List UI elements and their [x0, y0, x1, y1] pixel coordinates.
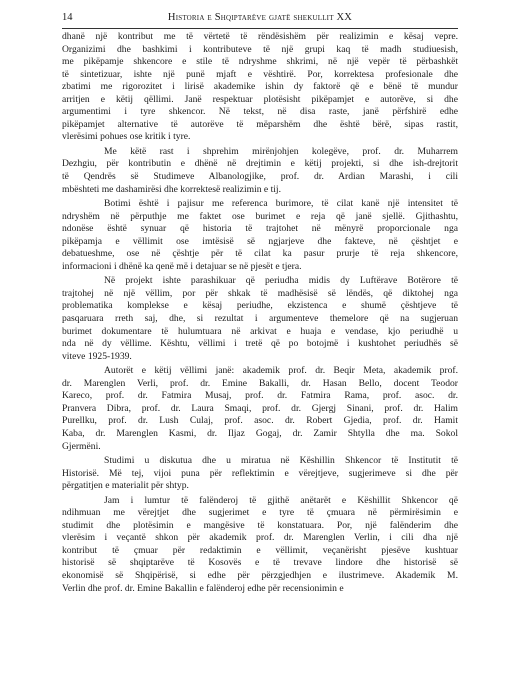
body-text: [62, 31, 458, 597]
text-line: Në projekt ishte parashikuar që periudha midis dy Luftërave Botërore të: [104, 275, 458, 287]
text-line: ekonomisë së Shqipërisë, si edhe për përzgjedhjen e ilustrimeve. Akademik M.: [62, 569, 458, 581]
text-line: Studimi u diskutua dhe u miratua në Këshillin Shkencor të Institutit të: [104, 455, 458, 467]
text-line: argumentimi i tyre shkencor. Në tekst, në disa raste, janë përfshirë edhe: [62, 106, 458, 118]
text-line: nda në dy vëllime. Kështu, vëllimi i tretë që po botojmë i kushtohet periudhës së: [62, 338, 458, 350]
paragraph: [62, 455, 458, 493]
text-line: Organizimi dhe bashkimi i kontributeve të një grupi kaq të madh studiuesish,: [62, 43, 458, 55]
running-title: Historia e Shqiptarëve gjatë shekullit XX: [167, 12, 353, 23]
paragraph: [62, 198, 458, 273]
text-line: ndonëse është synuar që historia të trajtohet në mënyrë proporcionale nga: [62, 223, 458, 235]
text-line: vlerësimi pohues ose kritik i tyre.: [62, 131, 191, 143]
text-line: ndihmuan me vërejtjet dhe sugjerimet e tyre të çmuara në përmirësimin e: [62, 507, 458, 519]
text-line: me pikëpamje shkencore e stile të ndryshme shkrimi, në një vepër të përbashkët: [62, 56, 458, 68]
text-line: problematika komplekse e kësaj periudhe, ekzistenca e shumë çështjeve të: [62, 300, 458, 312]
paragraph: [62, 495, 458, 595]
text-line: Me këtë rast i shprehim mirënjohjen kolegëve, prof. dr. Muharrem: [104, 145, 458, 157]
text-line: Verlin dhe prof. dr. Emine Bakallin e falënderoj edhe për recensionimin e: [62, 582, 344, 594]
paragraph: [62, 146, 458, 196]
text-line: kontribut të çmuar për redaktimin e vëllimit, veçanërisht pjesëve kushtuar: [62, 544, 458, 556]
text-line: Botimi është i pajisur me referenca burimore, të cilat kanë një intensitet të: [104, 198, 458, 210]
text-line: Autorët e këtij vëllimi janë: akademik prof. dr. Beqir Meta, akademik prof.: [104, 365, 458, 377]
paragraph: [62, 365, 458, 453]
page-number: 14: [62, 12, 73, 23]
text-line: zbatimi me rigorozitet i lirisë akademike ishin dy faktorë që e bënë të mundur: [62, 81, 458, 93]
text-line: dhanë një kontribut me të vërtetë të rëndësishëm për realizimin e kësaj vepre.: [62, 31, 458, 42]
text-line: dr. Marenglen Verli, prof. dr. Emine Bakalli, dr. Hasan Bello, docent Teodor: [62, 377, 458, 389]
paragraph: [62, 31, 458, 144]
text-line: ndryshëm në përputhje me faktet ose burimet e reja që janë sjellë. Gjithashtu,: [62, 210, 458, 222]
text-line: pikëpamjet alternative të autorëve të mëparshëm dhe është bërë, sipas rastit,: [62, 118, 458, 130]
text-line: debatueshme, ose në çështje për të cilat ka pasur prurje të reja shkencore,: [62, 248, 458, 260]
text-line: përgatitjen e materialit për shtyp.: [62, 480, 189, 492]
text-line: pasqaruara rreth saj, dhe, si rezultat i argumenteve themelore që na sugjeruan: [62, 313, 458, 325]
text-line: Kareco, prof. dr. Fatmira Musaj, prof. dr. Fatmira Rama, prof. asoc. dr.: [62, 390, 458, 402]
text-line: studimit dhe plotësimin e mangësive të konstatuara. Por, një falënderim dhe: [62, 519, 458, 531]
text-line: Dezhgiu, për kontributin e dhënë në drejtimin e këtij projekti, si dhe ish-drejtorit: [62, 158, 458, 170]
text-line: Jam i lumtur të falënderoj të gjithë anëtarët e Këshillit Shkencor që: [104, 494, 458, 506]
running-header: [62, 10, 458, 29]
text-line: informacioni i dhënë ka qenë më i detajuar se në pjesët e tjera.: [62, 260, 302, 272]
text-line: të sintetizuar, ishte një punë mjaft e vështirë. Por, korrektesa profesionale dhe: [62, 68, 458, 80]
text-line: mbështeti me dashamirësi dhe korrektesë realizimin e tij.: [62, 183, 281, 195]
text-line: Gjermëni.: [62, 440, 101, 452]
text-line: vlerësim i veçantë shkon për akademik prof. dr. Marenglen Verlin, i cili dha një: [62, 532, 458, 544]
text-line: Kaba, dr. Marenglen Kasmi, dr. Iljaz Gogaj, dr. Zamir Shtylla dhe ma. Sokol: [62, 427, 458, 439]
text-line: pikëpamja e vëllimit ose imtësisë së ngjarjeve dhe fakteve, në çështjet e: [62, 235, 458, 247]
text-line: viteve 1925-1939.: [62, 350, 132, 362]
text-line: Historisë. Më tej, vijoi puna për reflektimin e vërejtjeve, sugjerimeve si dhe për: [62, 467, 458, 479]
text-line: Pranvera Dibra, prof. dr. Laura Smaqi, prof. dr. Gjergj Sinani, prof. dr. Halim: [62, 402, 458, 414]
text-line: burimet dokumentare të hulumtuara në arkivat e huaja e vendase, kjo periudhë u: [62, 325, 458, 337]
text-line: historisë së shqiptarëve të Kosovës e të trevave lindore dhe historisë së: [62, 557, 458, 569]
text-line: arritjen e këtij qëllimi. Janë respektuar plotësisht pikëpamjet e autorëve, si dhe: [62, 93, 458, 105]
text-line: Purellku, prof. dr. Lush Culaj, prof. asoc. dr. Robert Gjedia, prof. dr. Hamit: [62, 415, 458, 427]
text-line: trajtohej në një vëllim, por për shkak të madhësisë së lëndës, që diktohej nga: [62, 287, 458, 299]
text-line: të Qendrës së Studimeve Albanologjike, prof. dr. Ardian Marashi, i cili: [62, 171, 458, 183]
paragraph: [62, 275, 458, 363]
